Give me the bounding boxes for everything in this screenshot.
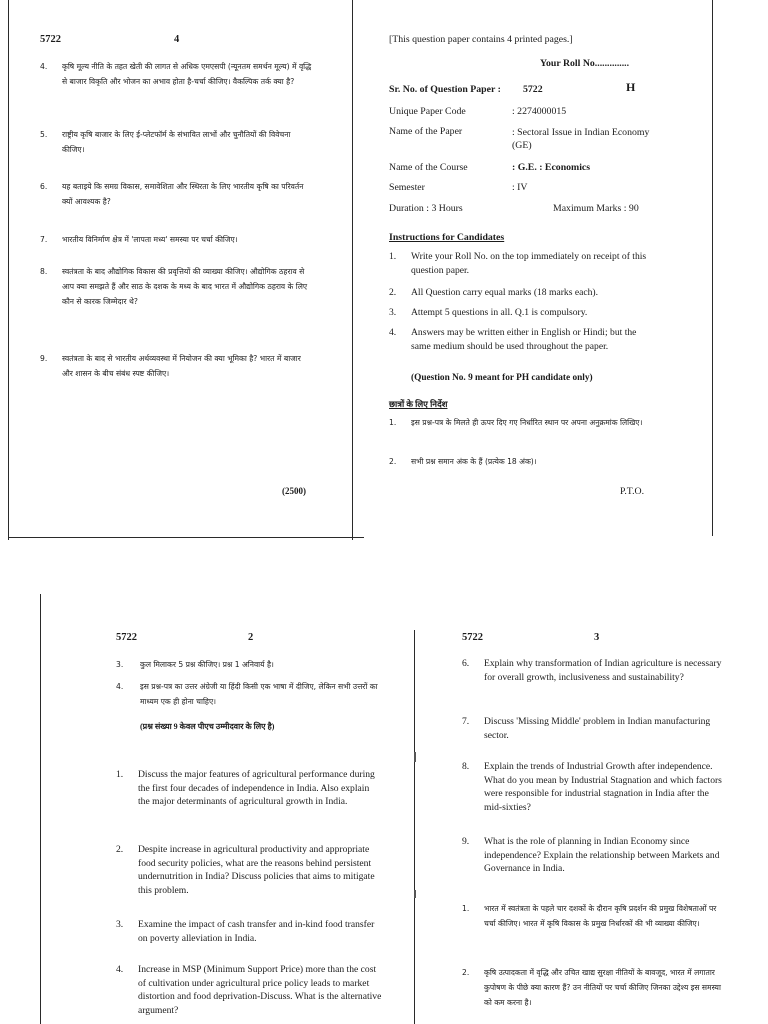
hindi-instruction-item: 1. इस प्रश्न-पत्र के मिलते ही ऊपर दिए गए निर्धारित स्थान पर अपना अनुक्रमांक लिखिए। xyxy=(389,418,643,427)
page-number: 4 xyxy=(174,34,180,45)
question-item: 8. Explain the trends of Industrial Growth after independence. What do you mean by Industrial Stagnation and which factors were responsible for industrial stagnation in India after the mid-sixties? xyxy=(462,761,722,813)
page-code: 5722 xyxy=(40,34,61,45)
page-code: 5722 xyxy=(116,632,137,643)
question-item: 1. Discuss the major features of agricultural performance during the first four decades of independence in India. Also explain the major determinants of agricultural growth in India. xyxy=(116,769,375,808)
instructions-heading: Instructions for Candidates xyxy=(389,232,505,243)
hindi-instruction-item: 4. इस प्रश्न-पत्र का उत्तर अंग्रेजी या हिंदी किसी एक भाषा में दीजिए, लेकिन सभी उत्तरों का माध्यम एक ही होना चाहिए। xyxy=(116,682,378,706)
pages-note: [This question paper contains 4 printed pages.] xyxy=(389,34,573,45)
scan-mark xyxy=(414,890,416,898)
top-scan-bottom-edge xyxy=(8,537,364,538)
bottom-scan-center-divider xyxy=(414,630,415,1024)
print-count: (2500) xyxy=(282,486,306,496)
question-item: 4. Increase in MSP (Minimum Support Price) more than the cost of cultivation under agricultural price policy leads to market distortion and food deprivation-Discuss. What is the alternative argument? xyxy=(116,964,382,1016)
hindi-instruction-item: 2. सभी प्रश्न समान अंक के हैं (प्रत्येक 18 अंक)। xyxy=(389,457,537,466)
top-scan-left-edge xyxy=(8,0,9,540)
pto-label: P.T.O. xyxy=(620,486,645,497)
question-item: 6. Explain why transformation of Indian agriculture is necessary for overall growth, inclusiveness and sustainability? xyxy=(462,658,722,683)
roll-number-field: Your Roll No.............. xyxy=(540,58,630,69)
page-number: 2 xyxy=(248,632,254,643)
page-number: 3 xyxy=(594,632,600,643)
question-item: 6. यह बताइये कि समग्र विकास, समावेशिता और स्थिरता के लिए भारतीय कृषि का परिवर्तन क्यों आवश्यक है? xyxy=(40,182,304,206)
question-item: 2. Despite increase in agricultural productivity and appropriate food security policies, what are the reasons behind persistent undernutrition in India? Discuss policies that aims to mitigate this problem. xyxy=(116,844,375,896)
page-code: 5722 xyxy=(462,632,483,643)
question-item: 9. What is the role of planning in Indian Economy since independence? Explain the relationship between Markets and Governance in India. xyxy=(462,836,720,875)
hindi-question-item: 1. भारत में स्वतंत्रता के पहले चार दशकों के दौरान कृषि प्रदर्शन की प्रमुख विशेषताओं पर चर्चा कीजिए। भारत में कृषि विकास के प्रमुख निर्धारकों की भी व्याख्या कीजिए। xyxy=(462,904,717,928)
hindi-instruction-item: 3. कुल मिलाकर 5 प्रश्न कीजिए। प्रश्न 1 अनिवार्य है। xyxy=(116,660,274,669)
ph-note: (Question No. 9 meant for PH candidate only) xyxy=(411,373,593,383)
question-item: 8. स्वतंत्रता के बाद औद्योगिक विकास की प्रवृत्तियों की व्याख्या कीजिए। औद्योगिक ठहराव से आप क्या समझते हैं और साठ के दशक के मध्य के बाद भारत में औद्योगिक ठहराव के लिए कौन से कारक जिम्मेदार थे? xyxy=(40,267,308,306)
question-item: 7. Discuss 'Missing Middle' problem in Indian manufacturing sector. xyxy=(462,716,711,741)
question-item: 4. कृषि मूल्य नीति के तहत खेती की लागत से अधिक एमएसपी (न्यूनतम समर्थन मूल्य) में वृद्धि से बाजार विकृति और भोजन का अभाव होता है-चर्चा कीजिए। वैकल्पिक तर्क क्या है? xyxy=(40,62,312,86)
ph-note: (प्रश्न संख्या 9 केवल पीएच उम्मीदवार के लिए है) xyxy=(140,722,275,731)
top-scan-center-divider xyxy=(352,0,353,540)
scan-mark xyxy=(414,752,416,762)
question-item: 7. भारतीय विनिर्माण क्षेत्र में 'लापता मध्य' समस्या पर चर्चा कीजिए। xyxy=(40,235,238,244)
question-item: 9. स्वतंत्रता के बाद से भारतीय अर्थव्यवस्था में नियोजन की क्या भूमिका है? भारत में बाजार और शासन के बीच संबंध स्पष्ट कीजिए। xyxy=(40,354,301,378)
hindi-question-item: 2. कृषि उत्पादकता में वृद्धि और उचित खाद्य सुरक्षा नीतियों के बावजूद, भारत में लगातार कुपोषण के पीछे क्या कारण हैं? उन नीतियों पर चर्चा कीजिए जिनका उद्देश्य इस समस्या को कम करना है। xyxy=(462,968,721,1007)
instruction-item: 2. All Question carry equal marks (18 marks each). xyxy=(389,287,599,298)
bottom-scan-left-edge xyxy=(40,594,41,1024)
instruction-item: 1. Write your Roll No. on the top immediately on receipt of this question paper. xyxy=(389,251,647,276)
set-letter: H xyxy=(626,80,636,94)
maximum-marks: Maximum Marks : 90 xyxy=(553,203,639,214)
top-scan-right-edge xyxy=(712,0,713,536)
question-item: 3. Examine the impact of cash transfer and in-kind food transfer on poverty alleviation in India. xyxy=(116,919,375,944)
hindi-instructions-heading: छात्रों के लिए निर्देश xyxy=(389,399,448,409)
question-item: 5. राष्ट्रीय कृषि बाजार के लिए ई-प्लेटफॉर्म के संभावित लाभों और चुनौतियों की विवेचना कीजिए। xyxy=(40,130,291,154)
duration: Duration : 3 Hours xyxy=(389,203,463,214)
instruction-item: 3. Attempt 5 questions in all. Q.1 is compulsory. xyxy=(389,307,588,318)
instruction-item: 4. Answers may be written either in English or Hindi; but the same medium should be used throughout the paper. xyxy=(389,327,637,352)
